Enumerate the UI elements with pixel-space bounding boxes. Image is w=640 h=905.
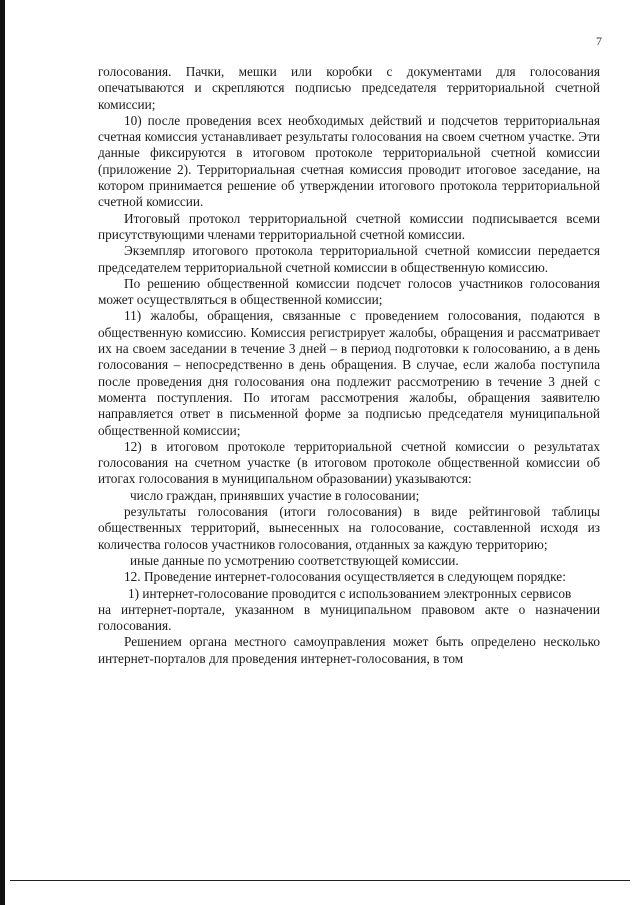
paragraph-protocol-copy: Экземпляр итогового протокола территориальной счетной комиссии передается председателем территориальной счетной комиссии в общественную комиссию. [98, 243, 600, 275]
paragraph-section-12: 12. Проведение интернет-голосования осуществляется в следующем порядке: [124, 569, 566, 585]
paragraph-internet-portal: на интернет-портале, указанном в муниципальном правовом акте о назначении голосования. [98, 601, 600, 634]
paragraph-other-data: иные данные по усмотрению соответствующей комиссии. [130, 552, 459, 568]
paragraph-citizens-count: число граждан, принявших участие в голосовании; [130, 487, 420, 503]
page-number: 7 [596, 34, 602, 48]
paragraph-vote-count: По решению общественной комиссии подсчет голосов участников голосования может осуществляться в общественной комиссии; [98, 275, 600, 308]
paragraph-item-12-protocol: 12) в итоговом протоколе территориальной счетной комиссии о результатах голосования на счетном участке (в итоговом протоколе общественной комиссии об итогах голосования в муниципальном образовании) указываются: [98, 438, 600, 487]
scan-left-edge [0, 0, 5, 905]
paragraph-results-rating: результаты голосования (итоги голосования) в виде рейтинговой таблицы общественных территорий, вынесенных на голосование, составленной исходя из количества голосов участников голосования, отданных за каждую территорию; [98, 504, 600, 552]
paragraph-internet-voting-1: 1) интернет-голосование проводится с использованием электронных сервисов [128, 585, 572, 601]
document-body [98, 64, 600, 667]
paragraph-multiple-portals: Решением органа местного самоуправления может быть определено несколько интернет-порталов для проведения интернет-голосования, в том [98, 634, 600, 666]
paragraph-item-11: 11) жалобы, обращения, связанные с проведением голосования, подаются в общественную комиссию. Комиссия регистрирует жалобы, обращения и рассматривает их на своем заседании в течение 3 дней – в период подготовки к голосованию, а в день голосования – непосредственно в день обращения. В случае, если жалоба поступила после проведения дня голосования она подлежит рассмотрению в течение 3 дней с момента поступления. По итогам рассмотрения жалобы, обращения заявителю направляется ответ в письменной форме за подписью председателя муниципальной общественной комиссии; [98, 308, 600, 438]
page-bottom-border [10, 880, 630, 881]
paragraph-protocol-signing: Итоговый протокол территориальной счетной комиссии подписывается всеми присутствующими членами территориальной счетной комиссии. [98, 210, 600, 242]
paragraph-item-10: 10) после проведения всех необходимых действий и подсчетов территориальная счетная комиссия устанавливает результаты голосования на своем счетном участке. Эти данные фиксируются в итоговом протоколе территориальной счетной комиссии (приложение 2). Территориальная счетная комиссия проводит итоговое заседание, на котором принимается решение об утверждении итогового протокола территориальной счетной комиссии. [98, 112, 600, 210]
paragraph-voting-packages: голосования. Пачки, мешки или коробки с документами для голосования опечатываются и скрепляются подписью председателя территориальной счетной комиссии; [98, 64, 600, 112]
